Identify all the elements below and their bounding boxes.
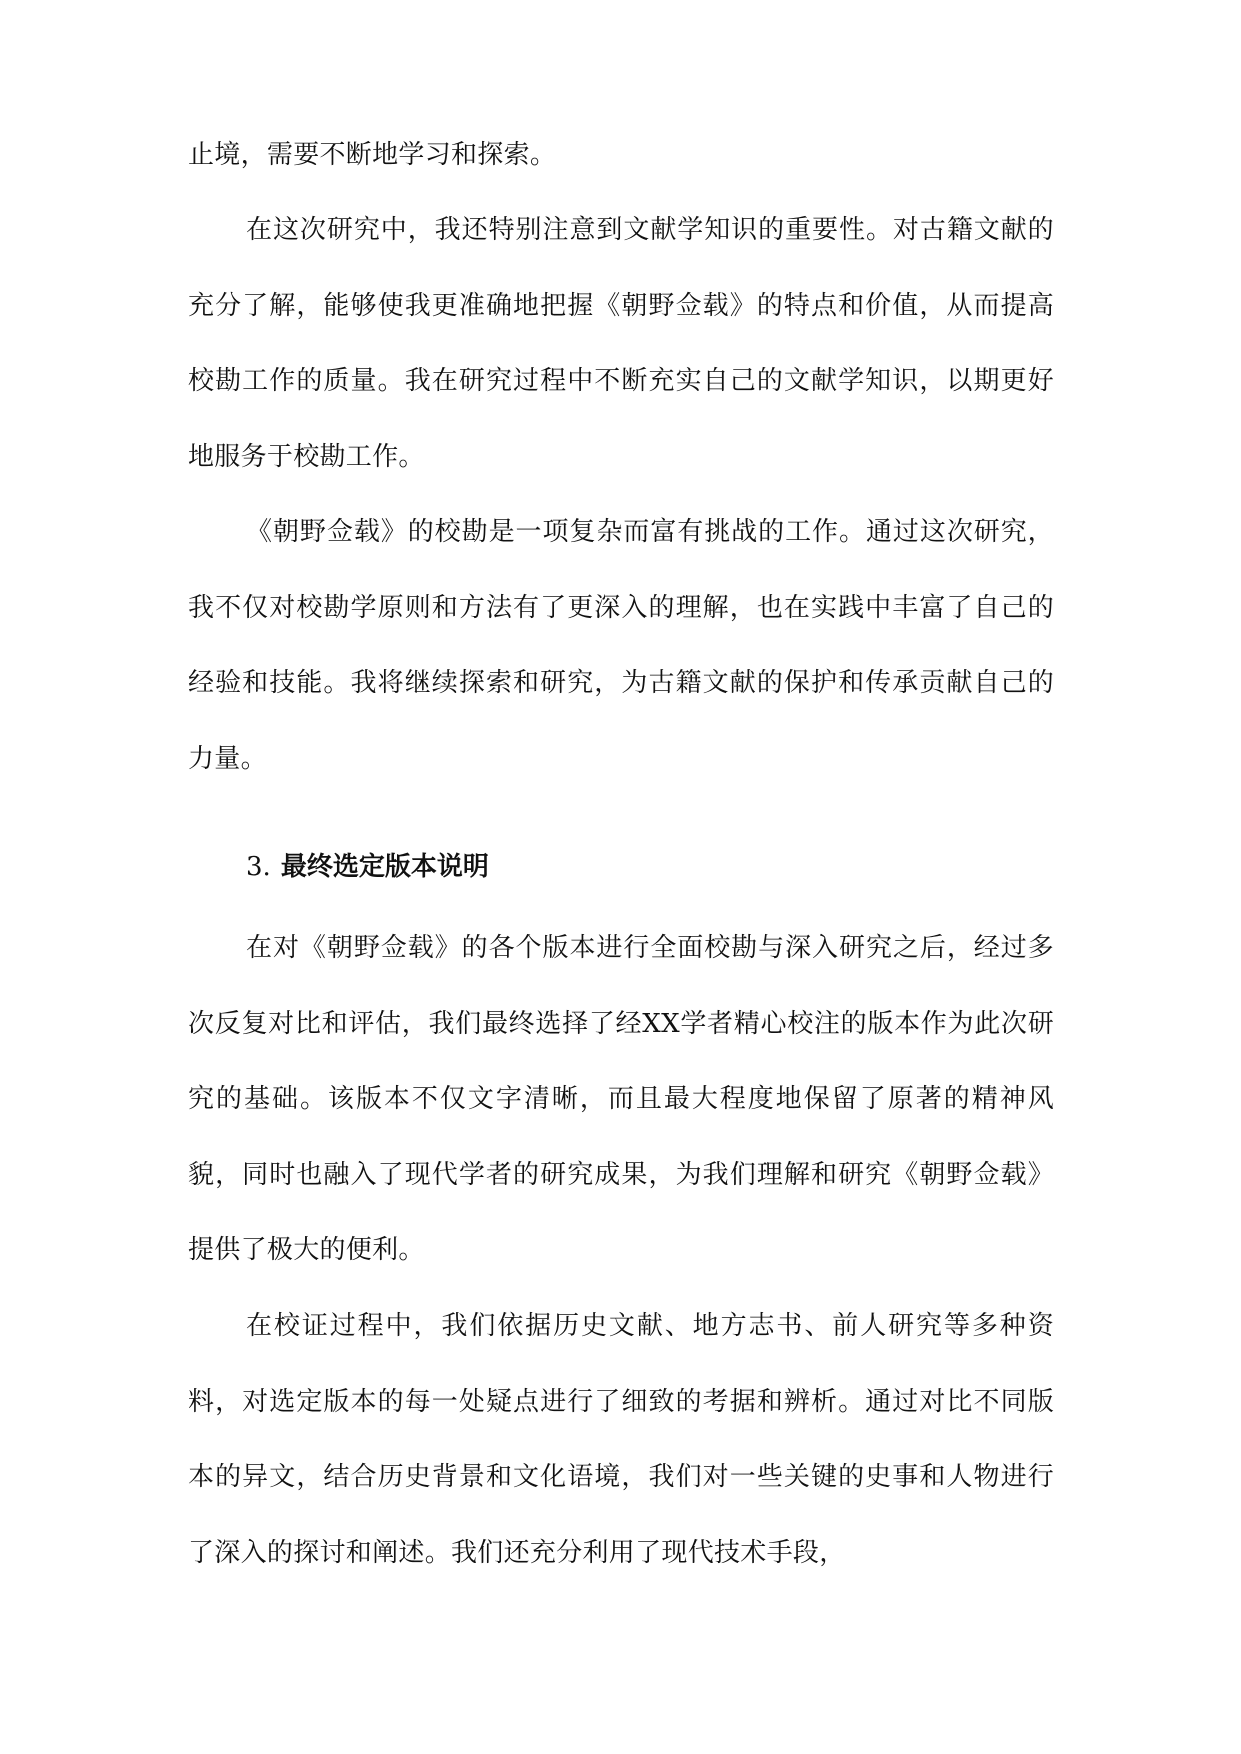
paragraph-collation-summary: 《朝野佥载》的校勘是一项复杂而富有挑战的工作。通过这次研究，我不仅对校勘学原则和方法有了更深入的理解，也在实践中丰富了自己的经验和技能。我将继续探索和研究，为古籍文献的保护和传承贡献自己的力量。 (188, 517, 1054, 774)
paragraph-verification-process: 在校证过程中，我们依据历史文献、地方志书、前人研究等多种资料，对选定版本的每一处疑点进行了细致的考据和辨析。通过对比不同版本的异文，结合历史背景和文化语境，我们对一些关键的史事和人物进行了深入的探讨和阐述。我们还充分利用了现代技术手段， (188, 1311, 1054, 1568)
paragraph-philology-knowledge: 在这次研究中，我还特别注意到文献学知识的重要性。对古籍文献的充分了解，能够使我更准确地把握《朝野佥载》的特点和价值，从而提高校勘工作的质量。我在研究过程中不断充实自己的文献学知识，以期更好地服务于校勘工作。 (188, 215, 1054, 472)
paragraph-selected-edition: 在对《朝野佥载》的各个版本进行全面校勘与深入研究之后，经过多次反复对比和评估，我们最终选择了经XX学者精心校注的版本作为此次研究的基础。该版本不仅文字清晰，而且最大程度地保留了原著的精神风貌，同时也融入了现代学者的研究成果，为我们理解和研究《朝野佥载》提供了极大的便利。 (188, 933, 1054, 1265)
paragraph-continuation: 止境，需要不断地学习和探索。 (188, 140, 557, 170)
section-title: 最终选定版本说明 (280, 852, 489, 882)
section-heading (246, 847, 489, 887)
section-number: 3. (246, 852, 271, 882)
